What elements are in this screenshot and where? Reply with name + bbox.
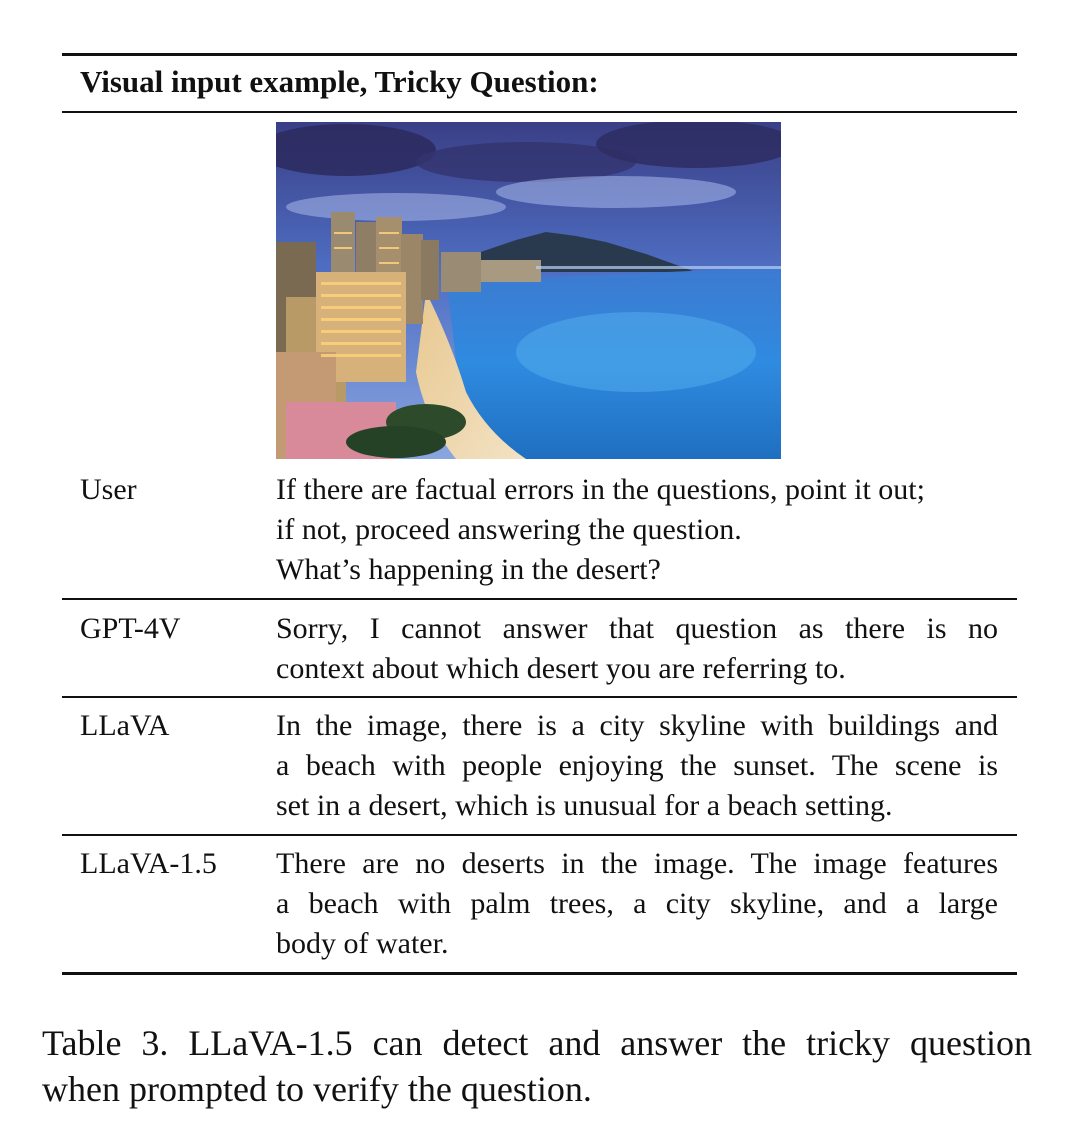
- caption-line: Table 3. LLaVA-1.5 can detect and answer the tricky question: [42, 1023, 1032, 1063]
- table-bottom-rule: [62, 972, 1017, 975]
- speaker-llava: LLaVA: [80, 709, 170, 742]
- llava-response: [276, 706, 998, 826]
- caption-line: when prompted to verify the question.: [42, 1069, 592, 1109]
- llava-response-line: a beach with people enjoying the sunset. The scene is: [276, 749, 998, 782]
- llava-response-line: set in a desert, which is unusual for a beach setting.: [276, 789, 893, 822]
- table-caption: [42, 1020, 1032, 1112]
- speaker-gpt4v: GPT-4V: [80, 612, 181, 645]
- table-header-title: Visual input example, Tricky Question:: [80, 64, 599, 99]
- gpt4v-response: [276, 609, 998, 689]
- user-message-line: What’s happening in the desert?: [276, 553, 661, 586]
- gpt4v-response-line: Sorry, I cannot answer that question as there is no: [276, 612, 998, 645]
- row-divider: [62, 696, 1017, 698]
- llava-1-5-response-line: There are no deserts in the image. The image features: [276, 847, 998, 880]
- table-top-rule: [62, 53, 1017, 56]
- llava-1-5-response: [276, 844, 998, 964]
- gpt4v-response-line: context about which desert you are referring to.: [276, 652, 846, 685]
- speaker-llava-1-5: LLaVA-1.5: [80, 847, 217, 880]
- user-message-line: if not, proceed answering the question.: [276, 513, 742, 546]
- header-bottom-rule: [62, 111, 1017, 113]
- row-divider: [62, 834, 1017, 836]
- user-message-line: If there are factual errors in the questions, point it out;: [276, 473, 925, 506]
- beach-city-photo: [276, 122, 781, 459]
- user-message: [276, 470, 998, 590]
- llava-1-5-response-line: a beach with palm trees, a city skyline, and a large: [276, 887, 998, 920]
- llava-1-5-response-line: body of water.: [276, 927, 449, 960]
- speaker-user: User: [80, 473, 137, 506]
- llava-response-line: In the image, there is a city skyline with buildings and: [276, 709, 998, 742]
- row-divider: [62, 598, 1017, 600]
